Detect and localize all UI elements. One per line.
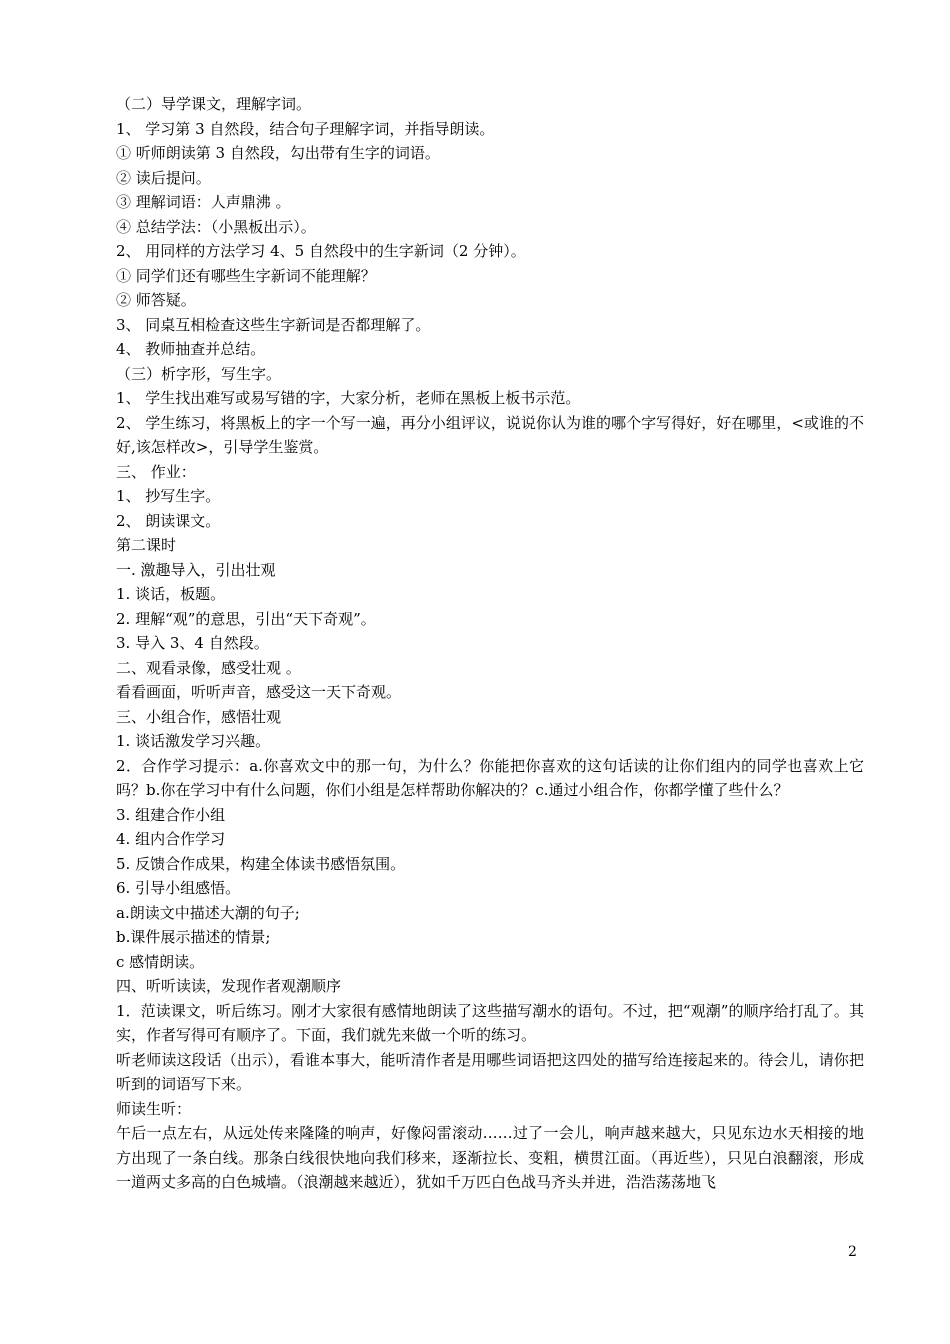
text-line: 1. 谈话激发学习兴趣。 — [116, 732, 271, 750]
text-line: 1、 学习第 3 自然段，结合句子理解字词，并指导朗读。 — [116, 119, 495, 138]
text-line: ① 听师朗读第 3 自然段，勾出带有生字的词语。 — [116, 144, 440, 162]
text-paragraph: 2．合作学习提示：a.你喜欢文中的那一句，为什么？你能把你喜欢的这句话读的让你们组内的同学也喜欢上它吗？b.你在学习中有什么问题，你们小组是怎样帮助你解决的？c.通过小组合作，你都学懂了些什么？ — [116, 756, 864, 799]
text-line: 2. 理解“观”的意思，引出“天下奇观”。 — [116, 609, 376, 628]
text-paragraph: 听老师读这段话（出示），看谁本事大，能听清作者是用哪些词语把这四处的描写给连接起来的。待会儿，请你把听到的词语写下来。 — [116, 1050, 864, 1093]
text-line: 5. 反馈合作成果，构建全体读书感悟氛围。 — [116, 854, 406, 873]
lesson-heading: 第二课时 — [116, 536, 177, 554]
text-line: 看看画面，听听声音，感受这一天下奇观。 — [116, 683, 402, 701]
text-line: ① 同学们还有哪些生字新词不能理解？ — [116, 266, 376, 285]
section-heading: 一. 激趣导入，引出壮观 — [116, 560, 276, 579]
text-line: 1、 抄写生字。 — [116, 487, 221, 505]
text-paragraph: 1．范读课文，听后练习。刚才大家很有感情地朗读了这些描写潮水的语句。不过，把“观潮”的顺序给打乱了。其实，作者写得可有顺序了。下面，我们就先来做一个听的练习。 — [116, 1001, 864, 1044]
text-line: a.朗读文中描述大潮的句子; — [116, 903, 300, 922]
text-line: ④ 总结学法：（小黑板出示）。 — [116, 217, 316, 236]
section-heading: （二）导学课文，理解字词。 — [116, 95, 312, 113]
text-line: 6. 引导小组感悟。 — [116, 879, 241, 897]
text-line: 3. 组建合作小组 — [116, 805, 226, 824]
text-paragraph: 2、 学生练习，将黑板上的字一个写一遍，再分小组评议，说说你认为谁的哪个字写得好，好在哪里，<或谁的不好,该怎样改>，引导学生鉴赏。 — [116, 413, 864, 456]
document-body — [116, 92, 864, 1195]
text-line: 3、 同桌互相检查这些生字新词是否都理解了。 — [116, 315, 431, 334]
text-line: ② 读后提问。 — [116, 168, 211, 187]
text-line: 3. 导入 3、4 自然段。 — [116, 634, 269, 652]
section-heading: 三、小组合作，感悟壮观 — [116, 707, 282, 726]
text-line: ③ 理解词语：人声鼎沸 。 — [116, 193, 291, 211]
text-paragraph: 午后一点左右，从远处传来隆隆的响声，好像闷雷滚动……过了一会儿，响声越来越大，只见东边水天相接的地方出现了一条白线。那条白线很快地向我们移来，逐渐拉长、变粗，横贯江面。（再近些），只见白浪翻滚，形成一道两丈多高的白色城墙。（浪潮越来越近），犹如千万匹白色战马齐头并进，浩浩荡荡地飞 — [116, 1124, 864, 1191]
text-line: 师读生听： — [116, 1099, 192, 1118]
text-line: ② 师答疑。 — [116, 291, 196, 309]
section-heading: 四、听听读读，发现作者观潮顺序 — [116, 977, 342, 995]
text-line: c 感情朗读。 — [116, 952, 205, 971]
section-heading: 二、观看录像，感受壮观 。 — [116, 658, 301, 677]
text-line: 1、 学生找出难写或易写错的字，大家分析，老师在黑板上板书示范。 — [116, 389, 581, 407]
text-line: b.课件展示描述的情景; — [116, 928, 271, 946]
text-line: 4. 组内合作学习 — [116, 830, 226, 848]
text-line: 2、 朗读课文。 — [116, 511, 221, 530]
text-line: 4、 教师抽查并总结。 — [116, 340, 266, 358]
page-number: 2 — [848, 1244, 857, 1260]
section-heading: （三）析字形，写生字。 — [116, 364, 282, 383]
text-line: 1. 谈话，板题。 — [116, 585, 226, 603]
section-heading: 三、 作业： — [116, 462, 196, 481]
text-line: 2、 用同样的方法学习 4、5 自然段中的生字新词（2 分钟）。 — [116, 242, 526, 260]
